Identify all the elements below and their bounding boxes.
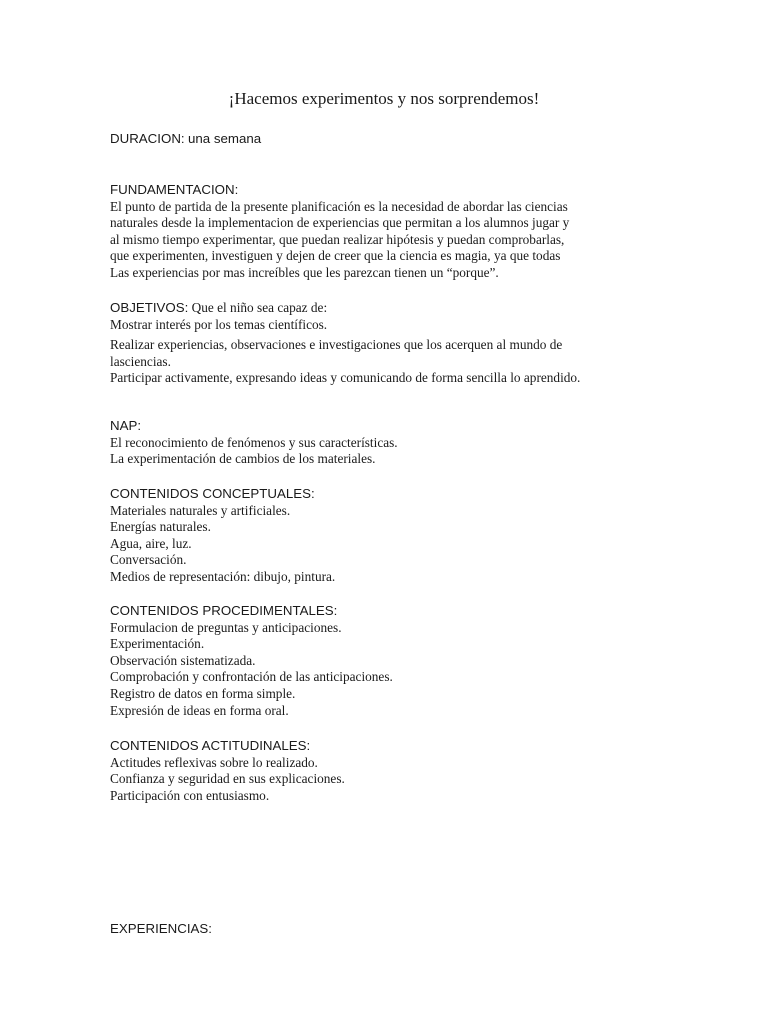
objetivos-line: Realizar experiencias, observaciones e investigaciones que los acerquen al mundo de: [110, 337, 563, 353]
duracion-section: [110, 131, 670, 148]
list-item: Comprobación y confrontación de las anticipaciones.: [110, 669, 393, 685]
fundamentacion-line: El punto de partida de la presente planificación es la necesidad de abordar las ciencias: [110, 198, 568, 214]
duracion-value: una semana: [187, 131, 262, 146]
fundamentacion-section: [110, 182, 670, 282]
contenidos-procedimentales-heading: CONTENIDOS PROCEDIMENTALES:: [110, 603, 338, 618]
objetivos-section: [110, 300, 670, 387]
list-item: Actitudes reflexivas sobre lo realizado.: [110, 754, 318, 770]
list-item: Experimentación.: [110, 636, 205, 652]
contenidos-conceptuales-section: [110, 486, 670, 586]
document-title: ¡Hacemos experimentos y nos sorprendemos!: [228, 89, 540, 108]
contenidos-conceptuales-heading: CONTENIDOS CONCEPTUALES:: [110, 486, 315, 501]
list-item: Energías naturales.: [110, 519, 211, 535]
nap-line: El reconocimiento de fenómenos y sus características.: [110, 434, 398, 450]
fundamentacion-line: que experimenten, investiguen y dejen de creer que la ciencia es magia, ya que todas: [110, 248, 561, 264]
duracion-label: DURACION:: [110, 131, 185, 146]
objetivos-line: Participar activamente, expresando ideas y comunicando de forma sencilla lo aprendido.: [110, 370, 581, 386]
list-item: Medios de representación: dibujo, pintura.: [110, 568, 336, 584]
list-item: Confianza y seguridad en sus explicaciones.: [110, 771, 345, 787]
fundamentacion-heading: FUNDAMENTACION:: [110, 182, 239, 197]
objetivos-line: lasciencias.: [110, 353, 171, 369]
nap-heading: NAP:: [110, 418, 142, 433]
list-item: Expresión de ideas en forma oral.: [110, 702, 289, 718]
objetivos-intro: Que el niño sea capaz de:: [191, 300, 328, 315]
contenidos-actitudinales-heading: CONTENIDOS ACTITUDINALES:: [110, 738, 311, 753]
contenidos-actitudinales-section: [110, 738, 670, 804]
list-item: Participación con entusiasmo.: [110, 787, 270, 803]
fundamentacion-line: naturales desde la implementacion de experiencias que permitan a los alumnos jugar y: [110, 215, 570, 231]
objetivos-heading: OBJETIVOS:: [110, 300, 189, 315]
list-item: Agua, aire, luz.: [110, 535, 192, 551]
fundamentacion-line: al mismo tiempo experimentar, que puedan realizar hipótesis y puedan comprobarlas,: [110, 231, 565, 247]
fundamentacion-line: Las experiencias por mas increíbles que les parezcan tienen un “porque”.: [110, 264, 499, 280]
list-item: Registro de datos en forma simple.: [110, 685, 296, 701]
nap-line: La experimentación de cambios de los materiales.: [110, 451, 376, 467]
experiencias-heading: EXPERIENCIAS:: [110, 921, 212, 936]
list-item: Observación sistematizada.: [110, 652, 256, 668]
contenidos-procedimentales-section: [110, 603, 670, 719]
list-item: Formulacion de preguntas y anticipaciones.: [110, 619, 342, 635]
objetivos-line: Mostrar interés por los temas científicos.: [110, 316, 328, 332]
list-item: Conversación.: [110, 552, 187, 568]
nap-section: [110, 418, 670, 468]
experiencias-section: [110, 921, 670, 938]
list-item: Materiales naturales y artificiales.: [110, 502, 291, 518]
